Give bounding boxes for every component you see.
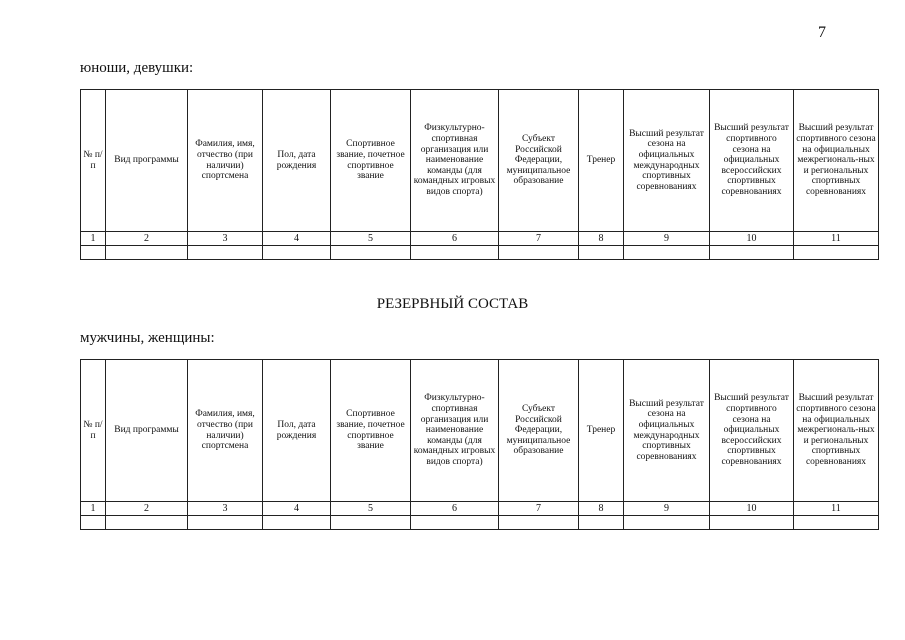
header-cell: Высший результат сезона на официальных международных спортивных соревнованиях: [624, 90, 710, 232]
column-number: 1: [81, 502, 106, 516]
header-cell: Субъект Российской Федерации, муниципальное образование: [499, 360, 579, 502]
reserve-heading: РЕЗЕРВНЫЙ СОСТАВ: [376, 296, 529, 312]
header-row: [81, 90, 879, 232]
column-number-row: [81, 232, 879, 246]
header-cell: Спортивное звание, почетное спортивное звание: [331, 90, 411, 232]
column-number: 3: [188, 502, 263, 516]
column-number: 7: [499, 232, 579, 246]
empty-cell[interactable]: [794, 516, 879, 530]
page-number: 7: [818, 24, 826, 41]
header-cell: Физкультурно-спортивная организация или наименование команды (для командных игровых видов спорта): [411, 360, 499, 502]
header-cell: Высший результат спортивного сезона на официальных межрегиональ-ных и региональных спортивных соревнованиях: [794, 360, 879, 502]
column-number: 11: [794, 232, 879, 246]
roster-table-youth: [80, 89, 879, 260]
header-cell: Высший результат сезона на официальных международных спортивных соревнованиях: [624, 360, 710, 502]
empty-cell[interactable]: [331, 516, 411, 530]
column-number: 4: [263, 232, 331, 246]
header-cell: Вид программы: [106, 360, 188, 502]
empty-cell[interactable]: [188, 246, 263, 260]
header-cell: Вид программы: [106, 90, 188, 232]
header-cell: № п/п: [81, 90, 106, 232]
header-cell: Пол, дата рождения: [263, 360, 331, 502]
column-number: 5: [331, 232, 411, 246]
column-number: 8: [579, 502, 624, 516]
column-number: 8: [579, 232, 624, 246]
header-cell: Спортивное звание, почетное спортивное звание: [331, 360, 411, 502]
empty-cell[interactable]: [331, 246, 411, 260]
empty-cell[interactable]: [579, 516, 624, 530]
column-number: 4: [263, 502, 331, 516]
section-label-youth: юноши, девушки:: [80, 60, 194, 76]
header-cell: Высший результат спортивного сезона на официальных всероссийских спортивных соревнованиях: [710, 360, 794, 502]
header-cell: Тренер: [579, 360, 624, 502]
header-cell: Субъект Российской Федерации, муниципальное образование: [499, 90, 579, 232]
column-number-row: [81, 502, 879, 516]
section-label-adults: мужчины, женщины:: [80, 330, 215, 346]
empty-row: [81, 246, 879, 260]
column-number: 3: [188, 232, 263, 246]
empty-cell[interactable]: [263, 246, 331, 260]
empty-cell[interactable]: [624, 516, 710, 530]
column-number: 10: [710, 232, 794, 246]
header-cell: Физкультурно-спортивная организация или наименование команды (для командных игровых видов спорта): [411, 90, 499, 232]
column-number: 9: [624, 502, 710, 516]
header-cell: № п/п: [81, 360, 106, 502]
empty-cell[interactable]: [411, 246, 499, 260]
empty-cell[interactable]: [710, 516, 794, 530]
column-number: 1: [81, 232, 106, 246]
empty-cell[interactable]: [188, 516, 263, 530]
column-number: 6: [411, 232, 499, 246]
header-cell: Тренер: [579, 90, 624, 232]
empty-cell[interactable]: [411, 516, 499, 530]
header-cell: Высший результат спортивного сезона на официальных межрегиональ-ных и региональных спортивных соревнованиях: [794, 90, 879, 232]
header-cell: Пол, дата рождения: [263, 90, 331, 232]
header-cell: Фамилия, имя, отчество (при наличии) спортсмена: [188, 90, 263, 232]
empty-cell[interactable]: [263, 516, 331, 530]
column-number: 2: [106, 502, 188, 516]
empty-cell[interactable]: [499, 516, 579, 530]
header-row: [81, 360, 879, 502]
empty-cell[interactable]: [794, 246, 879, 260]
header-cell: Высший результат спортивного сезона на официальных всероссийских спортивных соревнованиях: [710, 90, 794, 232]
column-number: 11: [794, 502, 879, 516]
column-number: 2: [106, 232, 188, 246]
column-number: 10: [710, 502, 794, 516]
empty-cell[interactable]: [81, 246, 106, 260]
empty-cell[interactable]: [710, 246, 794, 260]
column-number: 6: [411, 502, 499, 516]
empty-cell[interactable]: [579, 246, 624, 260]
empty-row: [81, 516, 879, 530]
column-number: 9: [624, 232, 710, 246]
roster-table-adults: [80, 359, 879, 530]
column-number: 5: [331, 502, 411, 516]
empty-cell[interactable]: [106, 246, 188, 260]
header-cell: Фамилия, имя, отчество (при наличии) спортсмена: [188, 360, 263, 502]
empty-cell[interactable]: [81, 516, 106, 530]
empty-cell[interactable]: [624, 246, 710, 260]
empty-cell[interactable]: [106, 516, 188, 530]
column-number: 7: [499, 502, 579, 516]
empty-cell[interactable]: [499, 246, 579, 260]
